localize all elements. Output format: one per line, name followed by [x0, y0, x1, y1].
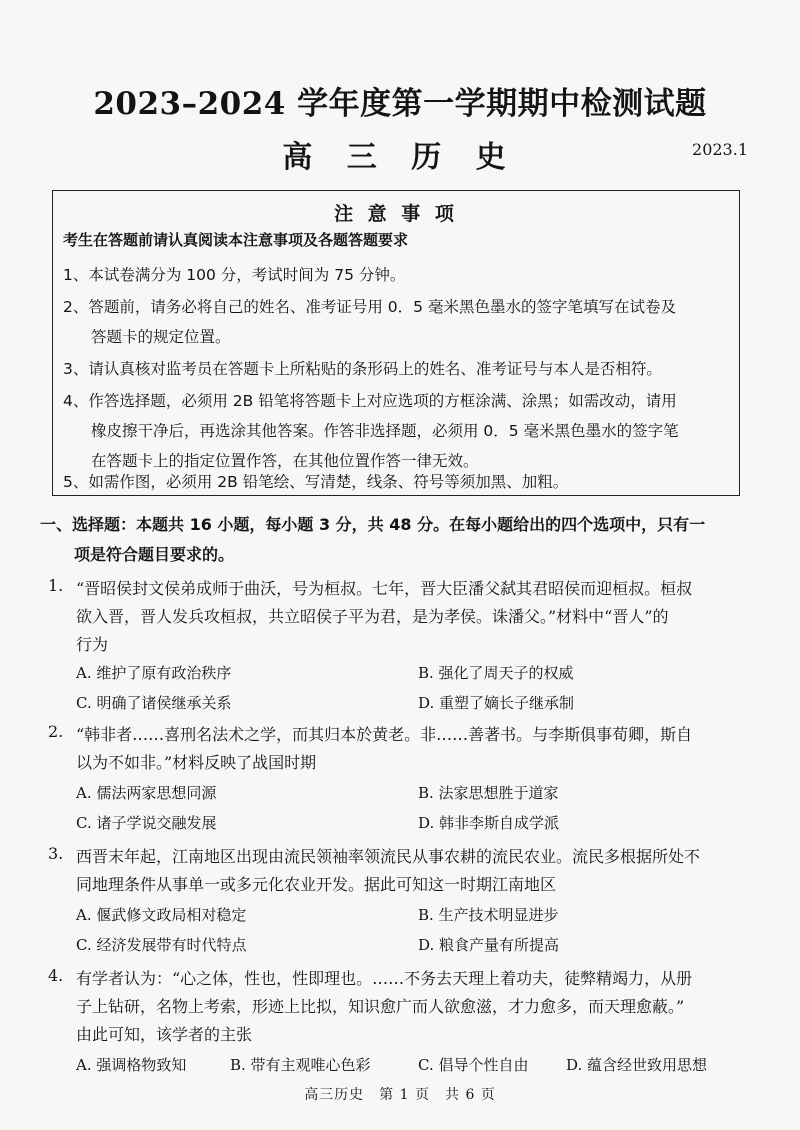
notice-subtitle: 考生在答题前请认真阅读本注意事项及各题答题要求: [63, 231, 409, 249]
option-a: A. 偃武修文政局相对稳定: [76, 906, 247, 924]
question-text: 有学者认为：“心之体，性也，性即理也。……不务去天理上着功夫，徒弊精竭力，从册: [76, 969, 693, 988]
question-text: 西晋末年起，江南地区出现由流民领袖率领流民从事农耕的流民农业。流民多根据所处不: [76, 847, 701, 866]
question-number: 2.: [48, 722, 64, 741]
exam-title: 2023–2024 学年度第一学期期中检测试题: [93, 86, 707, 122]
option-a: A. 维护了原有政治秩序: [76, 664, 232, 682]
question-text: “韩非者……喜刑名法术之学，而其归本於黄老。非……善著书。与李斯俱事荀卿，斯自: [76, 725, 693, 744]
notice-line: 1、本试卷满分为 100 分，考试时间为 75 分钟。: [63, 266, 406, 284]
option-c: C. 明确了诸侯继承关系: [76, 694, 232, 712]
option-c: C. 诸子学说交融发展: [76, 814, 217, 832]
question-text: 行为: [76, 635, 109, 654]
option-b: B. 强化了周天子的权威: [418, 664, 574, 682]
question-text: 同地理条件从事单一或多元化农业开发。据此可知这一时期江南地区: [76, 875, 557, 894]
notice-line: 答题卡的规定位置。: [91, 328, 231, 346]
option-b: B. 法家思想胜于道家: [418, 784, 559, 802]
notice-line: 4、作答选择题，必须用 2B 铅笔将答题卡上对应选项的方框涂满、涂黑；如需改动，请用: [63, 392, 677, 410]
notice-box: [52, 190, 740, 496]
question-text: 欲入晋，晋人发兵攻桓叔，共立昭侯子平为君，是为孝侯。诛潘父。”材料中“晋人”的: [76, 607, 669, 626]
notice-line: 2、答题前，请务必将自己的姓名、准考证号用 0．5 毫米黑色墨水的签字笔填写在试卷及: [63, 298, 676, 316]
option-b: B. 带有主观唯心色彩: [230, 1056, 371, 1074]
question-number: 4.: [48, 966, 64, 985]
option-b: B. 生产技术明显进步: [418, 906, 559, 924]
notice-title: 注 意 事 项: [334, 203, 458, 225]
exam-date: 2023.1: [692, 140, 748, 159]
option-a: A. 儒法两家思想同源: [76, 784, 217, 802]
question-number: 1.: [48, 576, 64, 595]
notice-line: 在答题卡上的指定位置作答，在其他位置作答一律无效。: [91, 452, 479, 470]
section-heading: 一、选择题：本题共 16 小题，每小题 3 分，共 48 分。在每小题给出的四个选项中，只有一: [40, 515, 706, 534]
notice-line: 3、请认真核对监考员在答题卡上所粘贴的条形码上的姓名、准考证号与本人是否相符。: [63, 360, 662, 378]
option-d: D. 重塑了嫡长子继承制: [418, 694, 575, 712]
page-footer: 高三历史 第 1 页 共 6 页: [304, 1087, 496, 1103]
question-text: 由此可知，该学者的主张: [76, 1025, 253, 1044]
question-text: 以为不如非。”材料反映了战国时期: [76, 753, 317, 772]
option-c: C. 经济发展带有时代特点: [76, 936, 247, 954]
question-text: “晋昭侯封文侯弟成师于曲沃，号为桓叔。七年，晋大臣潘父弑其君昭侯而迎桓叔。桓叔: [76, 579, 693, 598]
option-a: A. 强调格物致知: [76, 1056, 187, 1074]
section-heading-cont: 项是符合题目要求的。: [74, 545, 235, 564]
option-c: C. 倡导个性自由: [418, 1056, 529, 1074]
notice-line: 5、如需作图，必须用 2B 铅笔绘、写清楚，线条、符号等须加黑、加粗。: [63, 473, 569, 491]
option-d: D. 韩非李斯自成学派: [418, 814, 560, 832]
question-number: 3.: [48, 844, 64, 863]
subject-title: 高 三 历 史: [282, 140, 518, 175]
option-d: D. 粮食产量有所提高: [418, 936, 560, 954]
notice-line: 橡皮擦干净后，再选涂其他答案。作答非选择题，必须用 0．5 毫米黑色墨水的签字笔: [91, 422, 679, 440]
option-d: D. 蕴含经世致用思想: [566, 1056, 708, 1074]
question-text: 子上钻研，名物上考索，形迹上比拟，知识愈广而人欲愈滋，才力愈多，而天理愈蔽。”: [76, 997, 685, 1016]
